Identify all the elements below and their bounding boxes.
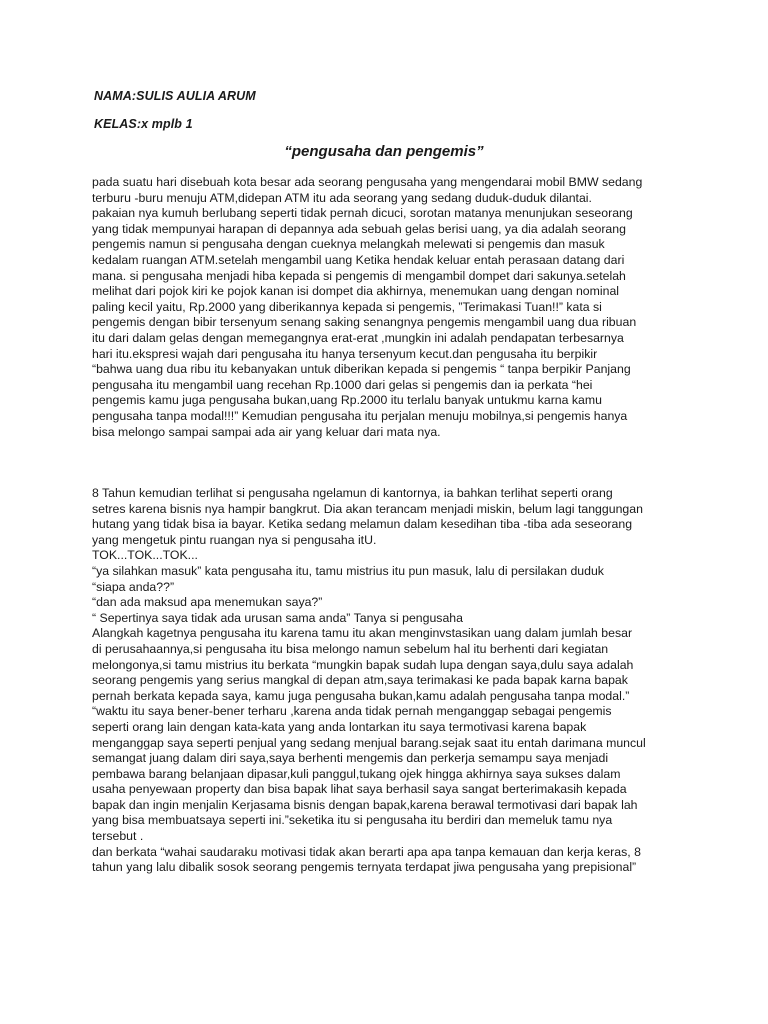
text-line: bapak dan ingin menjalin Kerjasama bisnis dengan bapak,karena berawal termotivasi dari bapak lah [92,797,638,812]
text-line: setres karena bisnis nya hampir bangkrut. Dia akan terancam menjadi miskin, belum lagi tanggungan [92,501,643,516]
student-name: NAMA:SULIS AULIA ARUM [94,89,256,103]
text-line: “ya silahkan masuk” kata pengusaha itu, tamu mistrius itu pun masuk, lalu di persilakan duduk [92,563,604,578]
text-line: pernah berkata kepada saya, kamu juga pengusaha bukan,kamu adalah pengusaha tanpa modal.” [92,688,630,703]
paragraph-1 [92,175,692,440]
text-line: TOK...TOK...TOK... [92,548,198,563]
text-line: “siapa anda??” [92,579,175,594]
text-line: paling kecil yaitu, Rp.2000 yang diberikannya kepada si pengemis, ”Terimakasi Tuan!!” kata si [92,299,602,314]
text-line: pengemis kamu juga pengusaha bukan,uang Rp.2000 itu terlalu banyak untukmu karna kamu [92,393,602,408]
text-line: kedalam ruangan ATM.setelah mengambil uang Ketika hendak keluar entah perasaan datang dari [92,252,625,267]
text-line: menganggap saya seperti penjual yang sedang menjual barang.sejak saat itu entah darimana muncul [92,735,646,750]
text-line: seperti orang lain dengan kata-kata yang anda lontarkan itu saya termotivasi karena bapak [92,719,587,734]
text-line: yang mengetuk pintu ruangan nya si pengusaha itU. [92,532,377,547]
text-line: pakaian nya kumuh berlubang seperti tidak pernah dicuci, sorotan matanya menunjukan seseorang [92,206,633,221]
text-line: mana. si pengusaha menjadi hiba kepada si pengemis di mengambil dompet dari sakunya.setelah [92,268,626,283]
text-line: tahun yang lalu dibalik sosok seorang pengemis ternyata terdapat jiwa pengusaha yang prepisional” [92,860,637,875]
text-line: di perusahaannya,si pengusaha itu bisa melongo namun sebelum hal itu berhenti dari kegiatan [92,641,609,656]
student-class: KELAS:x mplb 1 [94,117,193,131]
text-line: “dan ada maksud apa menemukan saya?” [92,595,323,610]
text-line: pada suatu hari disebuah kota besar ada seorang pengusaha yang mengendarai mobil BMW sedang [92,175,643,189]
paragraph-2 [92,486,692,876]
text-line: “waktu itu saya bener-bener terharu ,karena anda tidak pernah menganggap sebagai pengemis [92,704,612,719]
text-line: yang bisa membuatsaya seperti ini.”seketika itu si pengusaha itu berdiri dan memeluk tamu nya [92,813,613,828]
text-line: pembawa barang belanjaan dipasar,kuli panggul,tukang ojek hingga akhirnya saya sukses dalam [92,766,621,781]
text-line: semangat juang dalam diri saya,saya berhenti mengemis dan perkerja semampu saya menjadi [92,751,609,766]
text-line: hari itu.ekspresi wajah dari pengusaha itu hanya tersenyum kecut.dan pengusaha itu berpikir [92,346,598,361]
text-line: Alangkah kagetnya pengusaha itu karena tamu itu akan menginvstasikan uang dalam jumlah besar [92,626,633,641]
text-line: dan berkata “wahai saudaraku motivasi tidak akan berarti apa apa tanpa kemauan dan kerja keras, 8 [92,844,641,859]
text-line: melihat dari pojok kiri ke pojok kanan isi dompet dia akhirnya, menemukan uang dengan nominal [92,284,620,299]
text-line: terburu -buru menuju ATM,didepan ATM itu ada seorang yang sedang duduk-duduk dilantai. [92,190,592,205]
text-line: pengemis dengan bibir tersenyum senang saking senangnya pengemis mengambil uang dua ribuan [92,315,637,330]
text-line: melongonya,si tamu mistrius itu berkata “mungkin bapak sudah lupa dengan saya,dulu saya adalah [92,657,634,672]
text-line: “bahwa uang dua ribu itu kebanyakan untuk diberikan kepada si pengemis “ tanpa berpikir Panjang [92,362,631,377]
text-line: usaha penyewaan property dan bisa bapak lihat saya berhasil saya sangat berterimakasih kepada [92,782,627,797]
text-line: “ Sepertinya saya tidak ada urusan sama anda” Tanya si pengusaha [92,610,463,625]
text-line: seorang pengemis yang serius mangkal di depan atm,saya terimakasi ke pada bapak karna bapak [92,673,628,688]
text-line: 8 Tahun kemudian terlihat si pengusaha ngelamun di kantornya, ia bahkan terlihat seperti orang [92,486,613,500]
text-line: pengemis namun si pengusaha dengan cueknya melangkah melewati si pengemis dan masuk [92,237,605,252]
text-line: itu dari dalam gelas dengan memegangnya erat-erat ,mungkin ini adalah pendapatan terbesarnya [92,330,624,345]
text-line: pengusaha tanpa modal!!!” Kemudian pengusaha itu perjalan menuju mobilnya,si pengemis hanya [92,408,628,423]
text-line: bisa melongo sampai sampai ada air yang keluar dari mata nya. [92,424,441,439]
text-line: tersebut . [92,829,144,844]
text-line: hutang yang tidak bisa ia bayar. Ketika sedang melamun dalam kesedihan tiba -tiba ada seseorang [92,517,633,532]
text-line: pengusaha itu mengambil uang recehan Rp.1000 dari gelas si pengemis dan ia perkata “hei [92,377,593,392]
text-line: yang tidak mempunyai harapan di depannya ada sebuah gelas berisi uang, ya dia adalah seorang [92,221,626,236]
story-title: “pengusaha dan pengemis” [284,143,484,160]
